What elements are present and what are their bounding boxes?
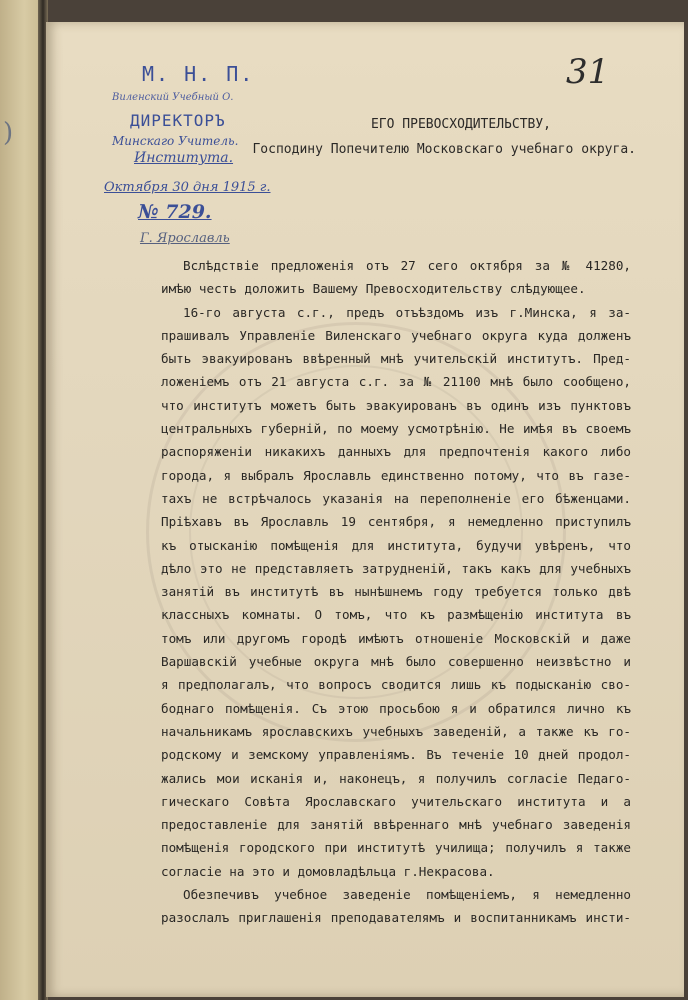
body-line: 16-го августа с.г., предъ отъѣздомъ изъ г.Минска, я за- <box>183 304 631 320</box>
body-line: распоряженіи никакихъ данныхъ для предпочтенія какого либо <box>161 444 631 460</box>
body-line: Пріѣхавъ въ Ярославль 19 сентября, я немедленно приступилъ <box>161 514 631 530</box>
body-line: помѣщенія городского при институтѣ училища; получилъ я также <box>161 840 631 856</box>
body-line: имѣю честь доложить Вашему Превосходительству слѣдующее. <box>161 281 586 297</box>
body-line: дѣло это не представляетъ затрудненій, такъ какъ для учебныхъ <box>161 560 631 576</box>
body-line: классныхъ комнаты. О томъ, что къ размѣщенію института въ <box>161 607 631 623</box>
body-line: гическаго Совѣта Ярославскаго учительскаго института и а <box>161 793 631 809</box>
body-line: что институтъ можетъ быть эвакуированъ въ одинъ изъ пунктовъ <box>161 397 631 413</box>
body-line: жались мои исканія и, наконецъ, я получилъ согласіе Педаго- <box>161 770 631 786</box>
document-page <box>46 22 684 997</box>
body-line: къ отысканію помѣщенія для института, будучи увѣренъ, что <box>161 537 631 553</box>
body-line: центральныхъ губерній, по моему усмотрѣнію. Не имѣя въ своемъ <box>161 421 631 437</box>
body-line: я предполагалъ, что вопросъ сводится лишь къ подысканію сво- <box>161 677 631 693</box>
body-line: ложеніемъ отъ 21 августа с.г. за № 21100 мнѣ было сообщено, <box>161 374 631 390</box>
stamp-institute-name: Минскаго Учитель. <box>112 134 239 148</box>
body-line: предоставленіе для занятій ввѣреннаго мнѣ учебнаго заведенія <box>161 817 631 833</box>
body-line: Вслѣдствіе предложенія отъ 27 сего октября за № 41280, <box>183 258 631 273</box>
stamp-director: ДИРЕКТОРЪ <box>130 111 226 130</box>
body-line: начальникамъ ярославскихъ учебныхъ заведеній, а также къ го- <box>161 723 631 739</box>
body-line: согласіе на это и домовладѣльца г.Некрасова. <box>161 863 495 879</box>
letter-body <box>161 254 631 930</box>
body-line: города, я выбралъ Ярославль единственно потому, что въ газе- <box>161 467 631 483</box>
body-line: быть эвакуированъ ввѣренный мнѣ учительскій институтъ. Пред- <box>161 351 631 367</box>
body-line: занятій въ институтѣ въ нынѣшнемъ году требуется только двѣ <box>161 584 631 600</box>
stamp-institute: Института. <box>134 150 234 166</box>
body-line: тахъ не встрѣчалось указанія на переполненіе его бѣженцами. <box>161 490 631 506</box>
address-title: ЕГО ПРЕВОСХОДИТЕЛЬСТВУ, <box>370 117 551 132</box>
body-line: томъ или другомъ городѣ имѣютъ отношеніе Московскій и даже <box>161 630 631 646</box>
stamp-ministry: М. Н. П. <box>142 62 255 86</box>
body-line: Обезпечивъ учебное заведеніе помѣщеніемъ, я немедленно <box>183 887 631 903</box>
body-line: боднаго помѣщенія. Съ этою просьбою я и обратился лично къ <box>161 700 631 716</box>
page-number: 31 <box>566 52 610 92</box>
stamp-city: Г. Ярославль <box>140 231 230 246</box>
stamp-date: Октября 30 дня 1915 г. <box>104 180 271 195</box>
stamp-number: № 729. <box>138 201 212 223</box>
body-line: Варшавскій учебные округа мнѣ было совершенно неизвѣстно и <box>161 654 631 670</box>
stamp-district: Виленский Учебный О. <box>112 92 234 103</box>
body-line: прашивалъ Управленіе Виленскаго учебнаго округа куда долженъ <box>161 327 631 343</box>
body-line: родскому и земскому управленіямъ. Въ теченіе 10 дней продол- <box>161 747 631 763</box>
body-line: разослалъ приглашенія преподавателямъ и воспитанникамъ инсти- <box>161 910 631 926</box>
margin-mark: ) <box>3 118 14 148</box>
address-recipient: Господину Попечителю Московскаго учебнаго округа. <box>252 142 636 157</box>
